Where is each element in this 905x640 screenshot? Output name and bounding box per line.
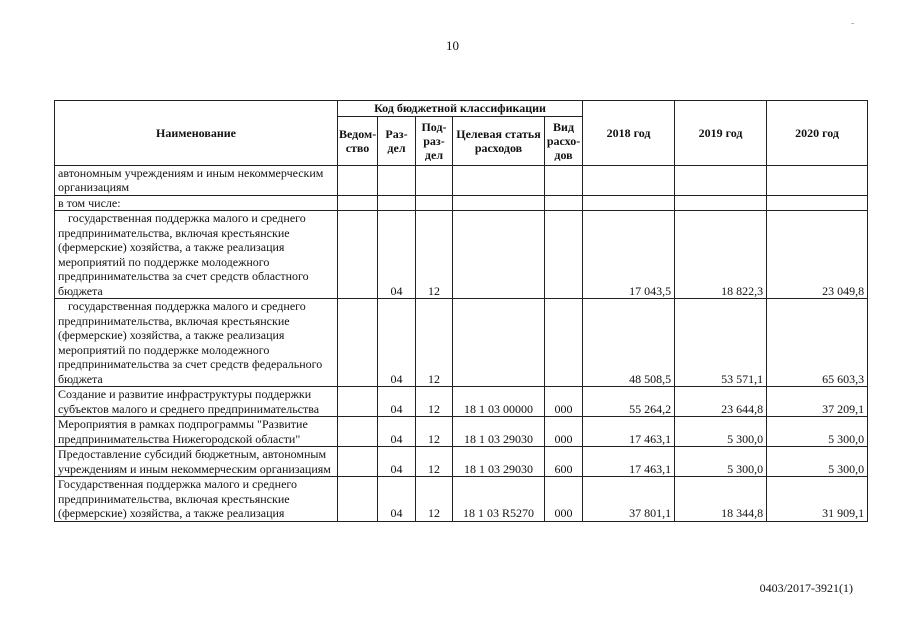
document-code: 0403/2017-3921(1) [759, 581, 853, 595]
header-podrazdel: Под-раз-дел [416, 116, 453, 165]
table-row [55, 299, 868, 387]
cell-name [55, 387, 338, 417]
cell-podrazdel: 12 [416, 299, 453, 387]
cell-2020 [767, 165, 868, 195]
table-row [55, 417, 868, 447]
cell-name [55, 299, 338, 387]
cell-vid: 000 [545, 387, 583, 417]
header-2018: 2018 год [583, 101, 675, 166]
cell-razdel: 04 [378, 211, 416, 299]
cell-2020: 5 300,0 [767, 447, 868, 477]
cell-celevaya: 18 1 03 R5270 [453, 477, 545, 522]
row-name-text: государственная поддержка малого и среднего предпринимательства, включая крестьянские (фермерские) хозяйства, а также реализация мероприятий по поддержке молодежного предпринимательства за счет средств федерального бюджета [58, 299, 323, 386]
cell-2019 [675, 195, 767, 211]
cell-2020: 23 049,8 [767, 211, 868, 299]
cell-vedomstvo [338, 387, 378, 417]
cell-celevaya: 18 1 03 00000 [453, 387, 545, 417]
cell-vid: 000 [545, 417, 583, 447]
cell-2019: 18 344,8 [675, 477, 767, 522]
cell-vid [545, 299, 583, 387]
cell-name [55, 211, 338, 299]
header-vedomstvo: Ведом-ство [338, 116, 378, 165]
row-name-text: Создание и развитие инфраструктуры поддержки субъектов малого и среднего предпринимательства [58, 387, 320, 416]
cell-podrazdel: 12 [416, 477, 453, 522]
row-name-text: государственная поддержка малого и среднего предпринимательства, включая крестьянские (фермерские) хозяйства, а также реализация мероприятий по поддержке молодежного предпринимательства за счет средств областного бюджета [58, 211, 309, 298]
table-row [55, 387, 868, 417]
page-number: 10 [446, 38, 459, 53]
header-2019: 2019 год [675, 101, 767, 166]
cell-vedomstvo [338, 447, 378, 477]
cell-celevaya [453, 299, 545, 387]
cell-2018: 17 043,5 [583, 211, 675, 299]
cell-celevaya [453, 211, 545, 299]
cell-2019 [675, 165, 767, 195]
cell-name [55, 417, 338, 447]
cell-vid [545, 165, 583, 195]
cell-podrazdel [416, 195, 453, 211]
cell-podrazdel [416, 165, 453, 195]
cell-razdel: 04 [378, 387, 416, 417]
cell-podrazdel: 12 [416, 211, 453, 299]
header-budget-code: Код бюджетной классификации [338, 101, 583, 117]
cell-2018 [583, 165, 675, 195]
cell-vid: 600 [545, 447, 583, 477]
cell-name [55, 165, 338, 195]
header-2020: 2020 год [767, 101, 868, 166]
cell-2019: 18 822,3 [675, 211, 767, 299]
cell-razdel [378, 195, 416, 211]
cell-2019: 5 300,0 [675, 447, 767, 477]
cell-vedomstvo [338, 165, 378, 195]
row-name-text: Государственная поддержка малого и среднего предпринимательства, включая крестьянские (фермерские) хозяйства, а также реализация [58, 477, 298, 520]
cell-vedomstvo [338, 477, 378, 522]
cell-name [55, 447, 338, 477]
cell-razdel: 04 [378, 299, 416, 387]
corner-mark: - [851, 18, 855, 29]
cell-podrazdel: 12 [416, 447, 453, 477]
cell-celevaya [453, 195, 545, 211]
header-name: Наименование [55, 101, 338, 166]
cell-2019: 53 571,1 [675, 299, 767, 387]
cell-2020: 31 909,1 [767, 477, 868, 522]
cell-2018 [583, 195, 675, 211]
table-row [55, 477, 868, 522]
cell-2019: 23 644,8 [675, 387, 767, 417]
cell-2018: 48 508,5 [583, 299, 675, 387]
cell-vid: 000 [545, 477, 583, 522]
row-name-text: Мероприятия в рамках подпрограммы "Развитие предпринимательства Нижегородской области" [58, 417, 308, 446]
table-row [55, 195, 868, 211]
budget-table [54, 100, 868, 522]
cell-celevaya [453, 165, 545, 195]
row-name-text: Предоставление субсидий бюджетным, автономным учреждениям и иным некоммерческим организациям [58, 447, 331, 476]
table-row [55, 447, 868, 477]
table-row [55, 211, 868, 299]
cell-2020: 5 300,0 [767, 417, 868, 447]
cell-2018: 17 463,1 [583, 447, 675, 477]
cell-vid [545, 195, 583, 211]
cell-vid [545, 211, 583, 299]
row-name-text: автономным учреждениям и иным некоммерческим организациям [58, 165, 324, 194]
header-vid: Вид расхо-дов [545, 116, 583, 165]
cell-podrazdel: 12 [416, 417, 453, 447]
table-row [55, 165, 868, 195]
cell-name [55, 477, 338, 522]
cell-2020: 65 603,3 [767, 299, 868, 387]
cell-celevaya: 18 1 03 29030 [453, 447, 545, 477]
row-name-text: в том числе: [58, 195, 121, 210]
cell-razdel: 04 [378, 477, 416, 522]
cell-2020 [767, 195, 868, 211]
cell-vedomstvo [338, 211, 378, 299]
cell-podrazdel: 12 [416, 387, 453, 417]
cell-2018: 55 264,2 [583, 387, 675, 417]
cell-razdel: 04 [378, 417, 416, 447]
cell-vedomstvo [338, 195, 378, 211]
header-celevaya: Целевая статья расходов [453, 116, 545, 165]
cell-vedomstvo [338, 299, 378, 387]
cell-2019: 5 300,0 [675, 417, 767, 447]
cell-vedomstvo [338, 417, 378, 447]
cell-razdel [378, 165, 416, 195]
cell-2018: 37 801,1 [583, 477, 675, 522]
header-razdel: Раз-дел [378, 116, 416, 165]
cell-name [55, 195, 338, 211]
cell-celevaya: 18 1 03 29030 [453, 417, 545, 447]
cell-2018: 17 463,1 [583, 417, 675, 447]
cell-2020: 37 209,1 [767, 387, 868, 417]
cell-razdel: 04 [378, 447, 416, 477]
